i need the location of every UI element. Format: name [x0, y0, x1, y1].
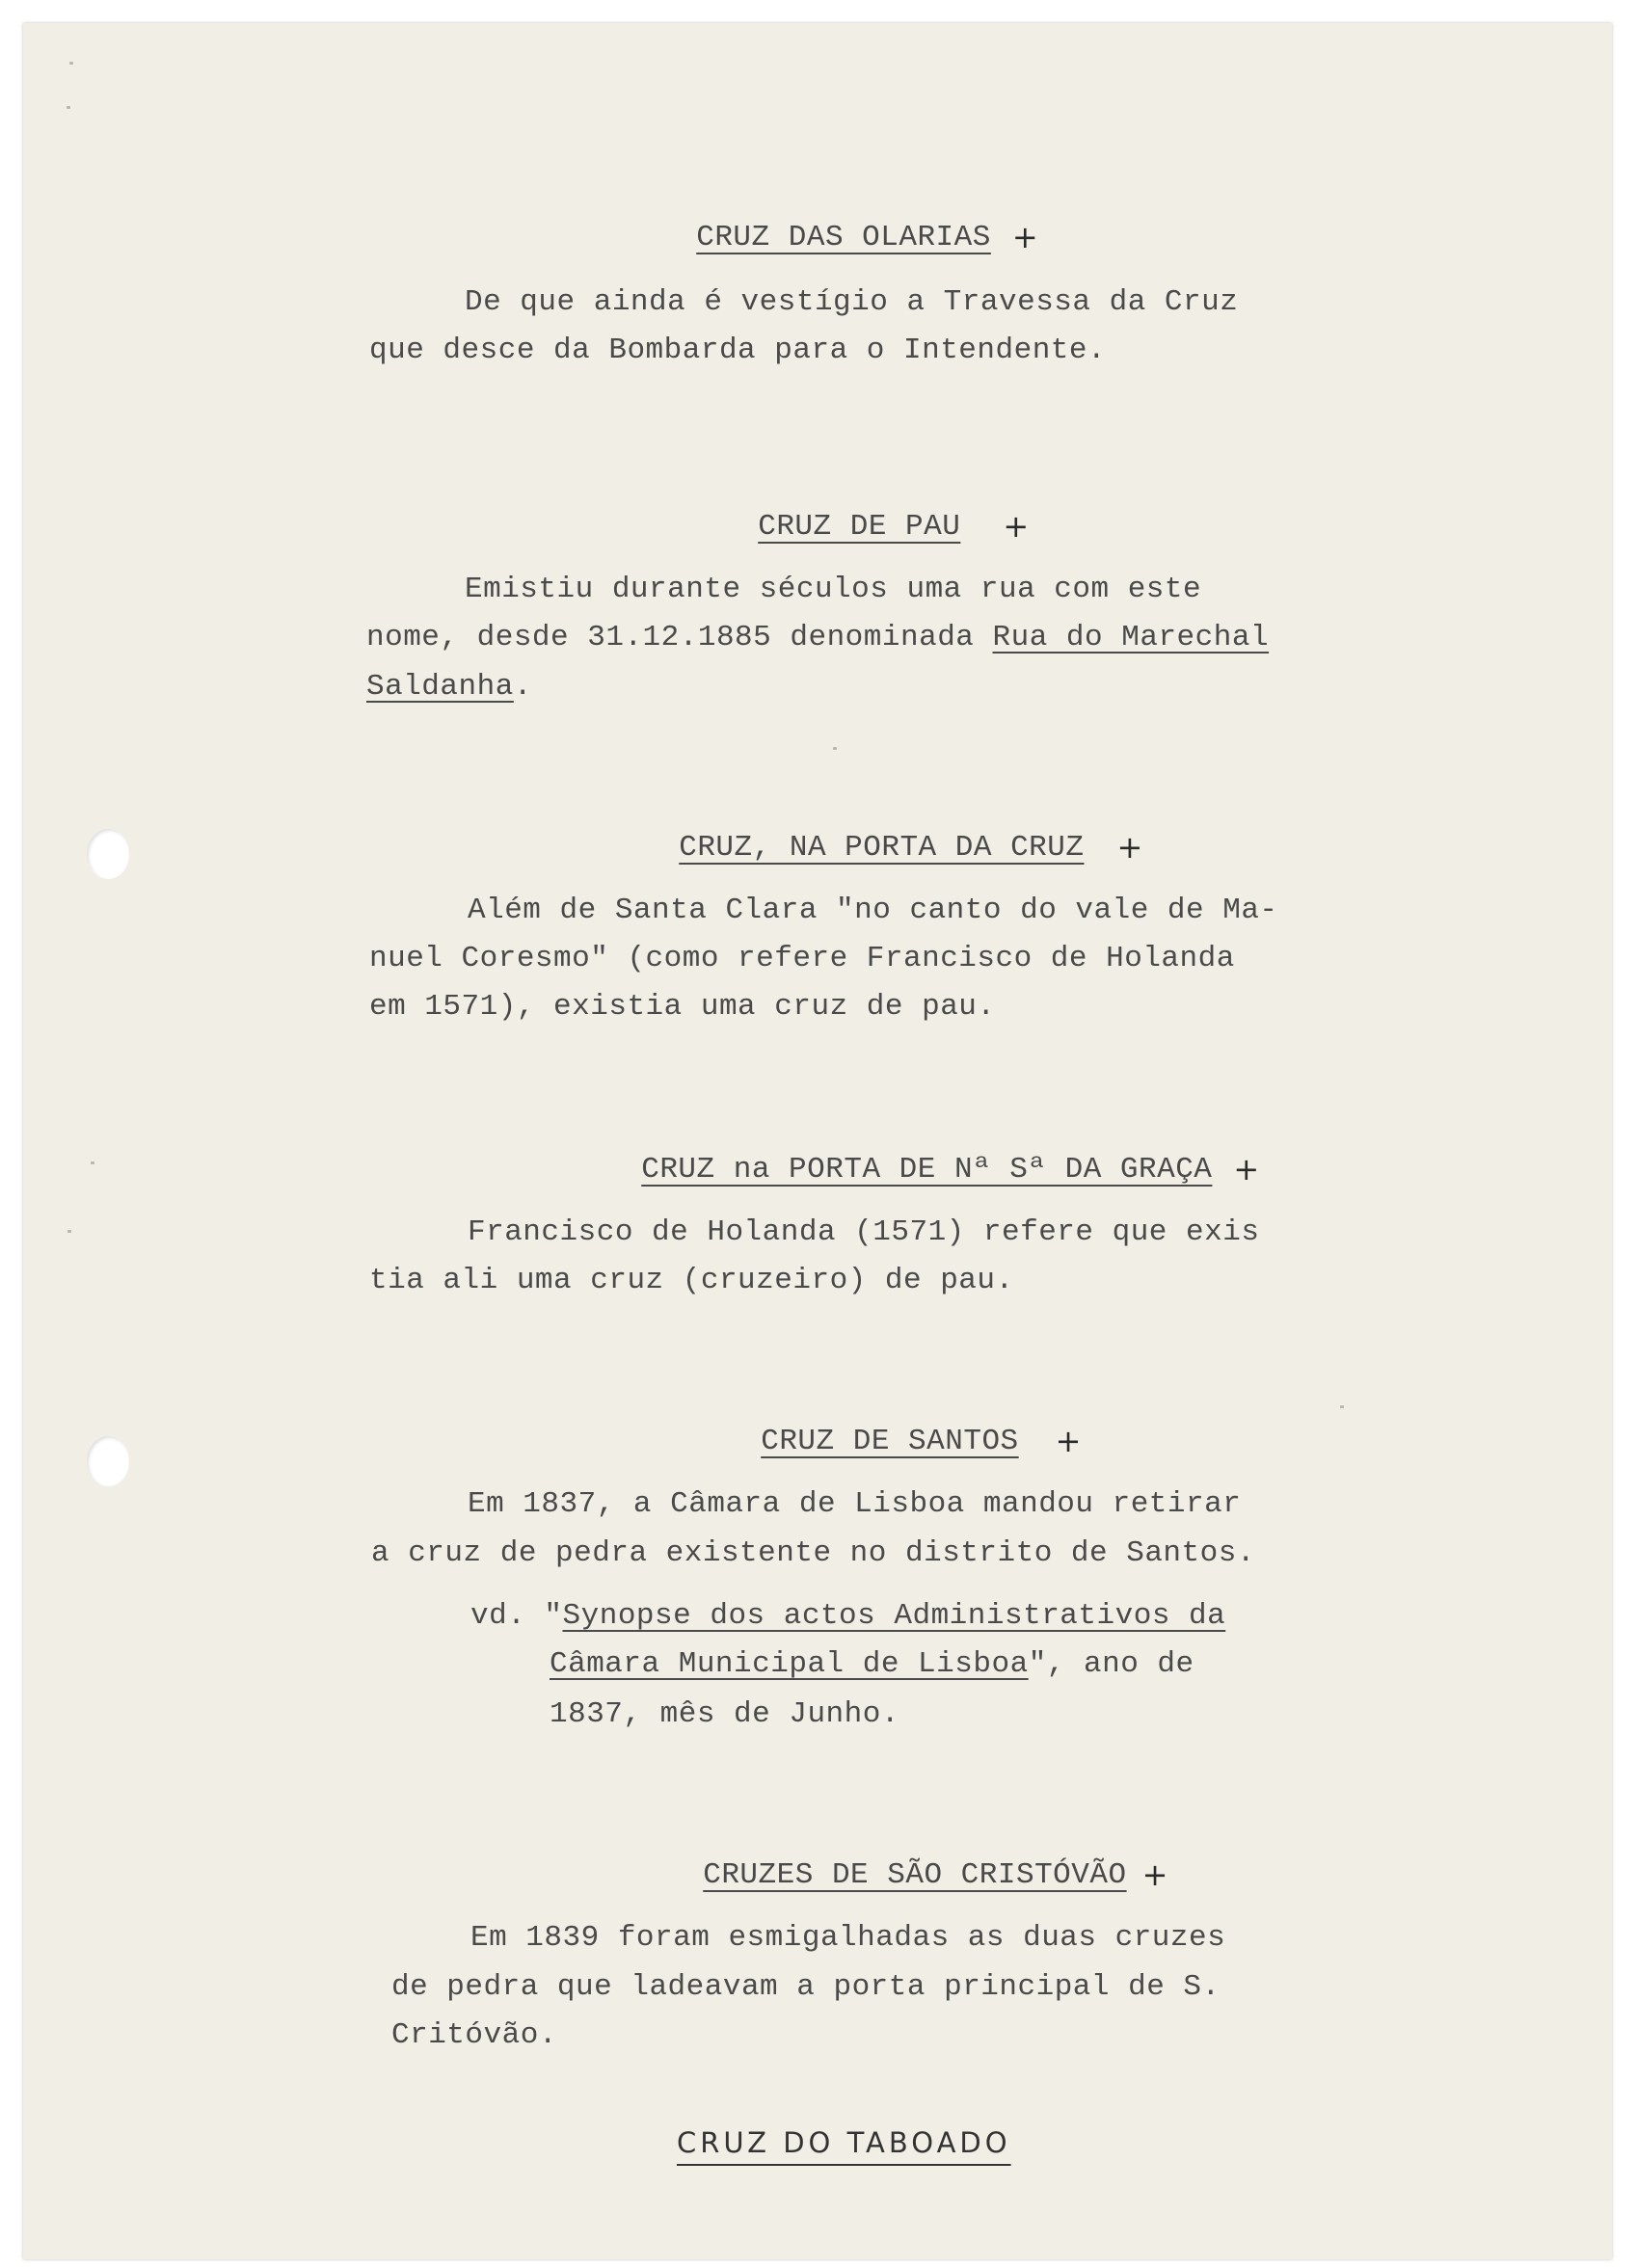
- body-line: em 1571), existia uma cruz de pau.: [369, 990, 996, 1024]
- reference-line: vd. "Synopse dos actos Administrativos da: [470, 1599, 1226, 1633]
- punch-hole: [87, 1436, 129, 1486]
- body-line: Saldanha.: [366, 670, 532, 704]
- punch-hole: [87, 829, 129, 879]
- section-heading: CRUZ DAS OLARIAS +: [696, 219, 1039, 255]
- cross-mark: +: [1116, 829, 1143, 866]
- body-line: nuel Coresmo" (como refere Francisco de Holanda: [369, 942, 1235, 975]
- body-line: Além de Santa Clara "no canto do vale de Ma-: [468, 894, 1278, 927]
- handwritten-heading: CRUZ DO TABOADO: [677, 2126, 1011, 2159]
- cross-mark: +: [1011, 219, 1039, 255]
- paper-speck: [833, 747, 837, 750]
- body-line: Francisco de Holanda (1571) refere que exis: [468, 1215, 1260, 1249]
- body-line: Critóvão.: [391, 2018, 557, 2052]
- section-heading: CRUZES DE SÃO CRISTÓVÃO +: [703, 1856, 1168, 1893]
- section-heading: CRUZ DE PAU +: [758, 508, 1030, 545]
- body-line: tia ali uma cruz (cruzeiro) de pau.: [369, 1264, 1014, 1297]
- cross-mark: +: [1003, 508, 1030, 545]
- cross-mark: +: [1233, 1151, 1260, 1187]
- body-line: Emistiu durante séculos uma rua com este: [465, 573, 1202, 606]
- body-line: De que ainda é vestígio a Travessa da Cruz: [465, 285, 1239, 319]
- paper-speck: [69, 62, 73, 65]
- paper-speck: [91, 1161, 94, 1164]
- body-line: que desce da Bombarda para o Intendente.: [369, 334, 1107, 367]
- paper-speck: [67, 1230, 71, 1233]
- section-heading: CRUZ, NA PORTA DA CRUZ +: [679, 829, 1143, 866]
- body-line: de pedra que ladeavam a porta principal de S.: [391, 1970, 1221, 2004]
- body-line: a cruz de pedra existente no distrito de Santos.: [371, 1536, 1255, 1570]
- section-heading: CRUZ DE SANTOS +: [761, 1423, 1082, 1459]
- body-line: Em 1837, a Câmara de Lisboa mandou retirar: [468, 1487, 1242, 1521]
- cross-mark: +: [1141, 1856, 1168, 1893]
- paper-speck: [1340, 1405, 1344, 1408]
- reference-line: Câmara Municipal de Lisboa", ano de: [550, 1647, 1194, 1681]
- section-heading: CRUZ na PORTA DE Nª Sª DA GRAÇA +: [641, 1151, 1260, 1187]
- cross-mark: +: [1055, 1423, 1082, 1459]
- body-line: nome, desde 31.12.1885 denominada Rua do Marechal: [366, 621, 1270, 654]
- body-line: Em 1839 foram esmigalhadas as duas cruzes: [470, 1921, 1226, 1955]
- reference-line: 1837, mês de Junho.: [550, 1697, 899, 1731]
- paper-speck: [67, 106, 70, 109]
